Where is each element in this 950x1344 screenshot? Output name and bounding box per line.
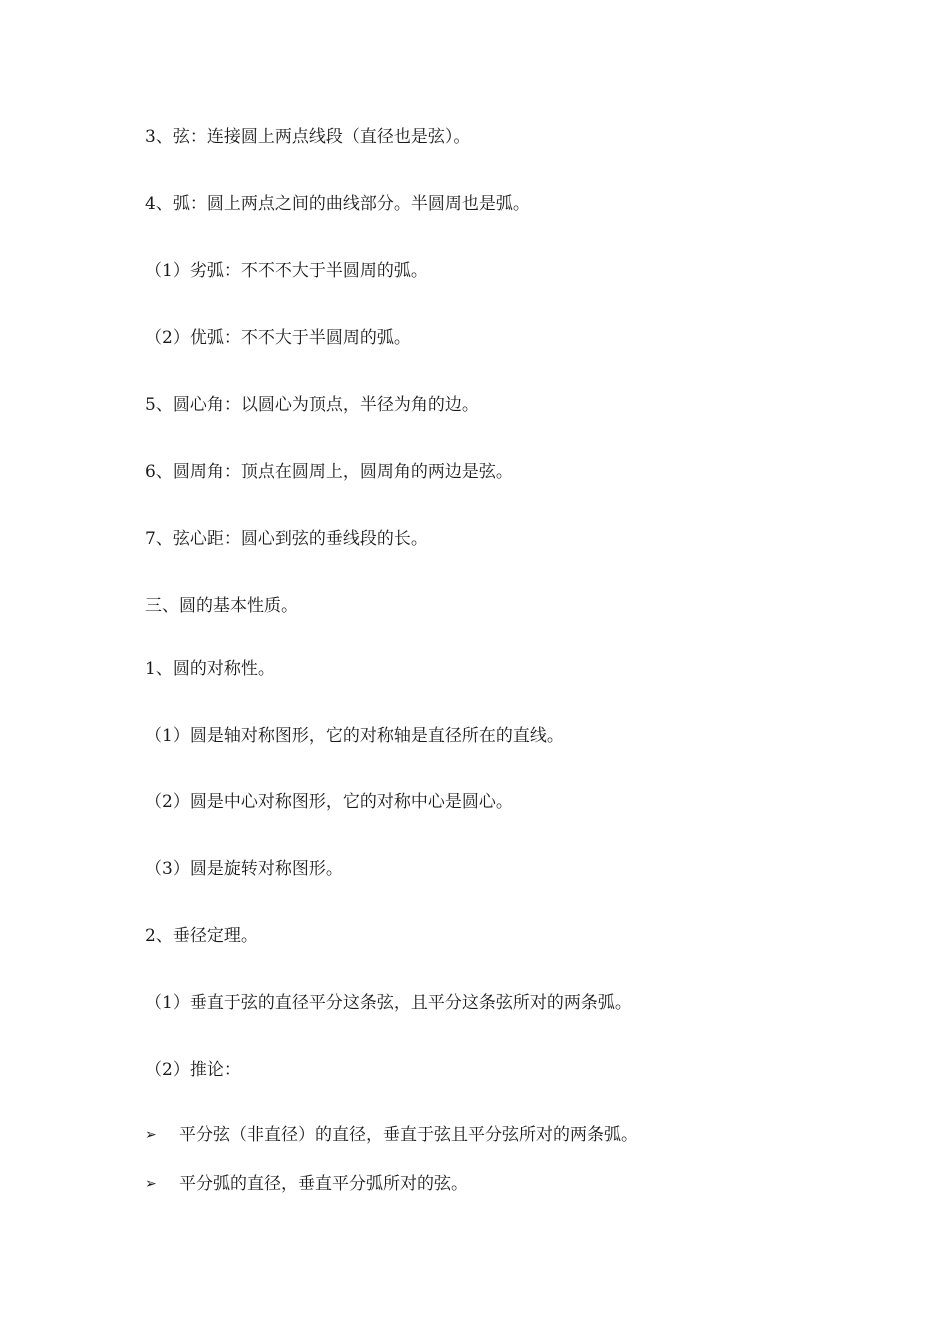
text-line: （3）圆是旋转对称图形。: [145, 859, 343, 879]
text-line: （1）垂直于弦的直径平分这条弦，且平分这条弦所对的两条弧。: [145, 993, 632, 1013]
list-item: [145, 1172, 468, 1196]
text-line: 4、弧：圆上两点之间的曲线部分。半圆周也是弧。: [145, 194, 530, 214]
list-item-text: 平分弧的直径，垂直平分弧所对的弦。: [179, 1174, 468, 1194]
arrow-bullet-icon: ➢: [145, 1127, 157, 1143]
text-line: 5、圆心角：以圆心为顶点，半径为角的边。: [145, 395, 479, 415]
text-line: 1、圆的对称性。: [145, 659, 275, 679]
text-line: 7、弦心距：圆心到弦的垂线段的长。: [145, 529, 428, 549]
arrow-bullet-icon: ➢: [145, 1176, 157, 1192]
list-item: [145, 1123, 638, 1147]
text-line: 6、圆周角：顶点在圆周上，圆周角的两边是弦。: [145, 462, 513, 482]
section-heading: 三、圆的基本性质。: [145, 596, 298, 616]
text-line: （2）优弧：不不大于半圆周的弧。: [145, 328, 411, 348]
text-line: 2、垂径定理。: [145, 926, 258, 946]
text-line: （2）圆是中心对称图形，它的对称中心是圆心。: [145, 792, 513, 812]
text-line: （1）劣弧：不不不大于半圆周的弧。: [145, 261, 428, 281]
text-line: （1）圆是轴对称图形，它的对称轴是直径所在的直线。: [145, 726, 564, 746]
text-line: （2）推论：: [145, 1060, 241, 1080]
list-item-text: 平分弦（非直径）的直径，垂直于弦且平分弦所对的两条弧。: [179, 1125, 638, 1145]
text-line: 3、弦：连接圆上两点线段（直径也是弦）。: [145, 127, 471, 147]
